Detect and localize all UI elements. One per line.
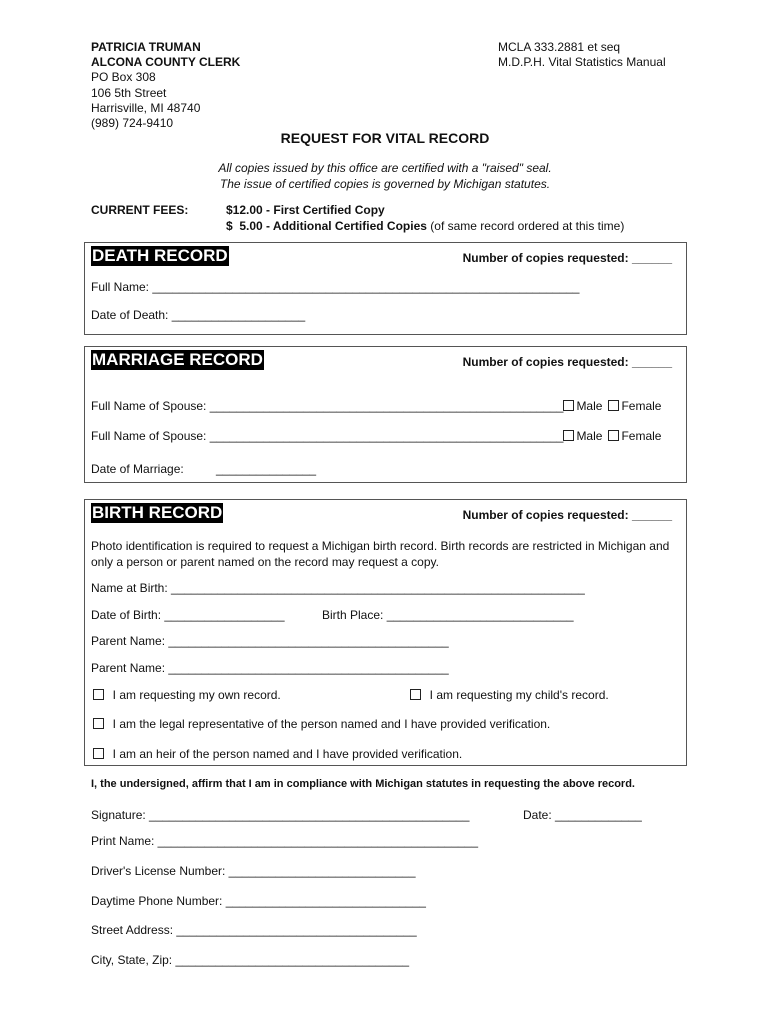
option-label: I am requesting my child's record. bbox=[429, 688, 609, 702]
legal-rep-option[interactable] bbox=[93, 717, 550, 731]
date-of-marriage-field[interactable]: _______________ bbox=[216, 462, 317, 476]
copies-requested-field[interactable]: Number of copies requested: ______ bbox=[462, 355, 672, 369]
date-of-marriage-label: Date of Marriage: bbox=[91, 462, 184, 476]
date-of-death-field[interactable]: Date of Death: ____________________ bbox=[91, 308, 306, 322]
male-checkbox[interactable] bbox=[563, 430, 574, 441]
print-name-field[interactable]: Print Name: ________________________________________________ bbox=[91, 834, 479, 848]
female-label: Female bbox=[621, 429, 662, 443]
child-record-option[interactable] bbox=[410, 688, 609, 702]
spouse-name-field[interactable]: Full Name of Spouse: _____________________________________________________ bbox=[91, 429, 564, 443]
phone: (989) 724-9410 bbox=[91, 116, 174, 131]
section-title: BIRTH RECORD bbox=[92, 503, 223, 522]
birth-place-field[interactable]: Birth Place: ____________________________ bbox=[322, 608, 574, 622]
female-checkbox[interactable] bbox=[608, 400, 619, 411]
option-label: I am the legal representative of the person named and I have provided verification. bbox=[112, 717, 551, 731]
own-record-option[interactable] bbox=[93, 688, 281, 702]
own-record-checkbox[interactable] bbox=[93, 689, 104, 700]
signature-field[interactable]: Signature: ________________________________________________ bbox=[91, 808, 470, 822]
page-title: REQUEST FOR VITAL RECORD bbox=[280, 130, 490, 146]
legal-rep-checkbox[interactable] bbox=[93, 718, 104, 729]
copies-requested-field[interactable]: Number of copies requested: ______ bbox=[462, 508, 672, 522]
spouse-name-field[interactable]: Full Name of Spouse: _____________________________________________________ bbox=[91, 399, 564, 413]
fee-additional-copies: $ 5.00 - Additional Certified Copies (of same record ordered at this time) bbox=[226, 218, 625, 233]
street-address-field[interactable]: Street Address: ____________________________________ bbox=[91, 923, 417, 937]
option-label: I am an heir of the person named and I have provided verification. bbox=[112, 747, 463, 761]
full-name-field[interactable]: Full Name: ________________________________________________________________ bbox=[91, 280, 580, 294]
heir-option[interactable] bbox=[93, 747, 462, 761]
copies-requested-field[interactable]: Number of copies requested: ______ bbox=[462, 251, 672, 265]
city-state-zip-field[interactable]: City, State, Zip: ___________________________________ bbox=[91, 953, 410, 967]
notice-line: The issue of certified copies is governed by Michigan statutes. bbox=[219, 176, 551, 191]
female-checkbox[interactable] bbox=[608, 430, 619, 441]
clerk-name: PATRICIA TRUMAN bbox=[91, 40, 201, 54]
parent-name-field[interactable]: Parent Name: __________________________________________ bbox=[91, 634, 449, 648]
spouse-row bbox=[91, 399, 661, 413]
photo-id-note: Photo identification is required to request a Michigan birth record. Birth records are restricted in Michigan and only a person or parent named on the record may request a copy. bbox=[91, 539, 670, 569]
affirmation-statement: I, the undersigned, affirm that I am in compliance with Michigan statutes in requesting the above record. bbox=[91, 778, 635, 790]
street: 106 5th Street bbox=[91, 85, 167, 100]
clerk-office: ALCONA COUNTY CLERK bbox=[91, 55, 241, 70]
parent-name-field[interactable]: Parent Name: __________________________________________ bbox=[91, 661, 449, 675]
child-record-checkbox[interactable] bbox=[410, 689, 421, 700]
statute-reference bbox=[498, 40, 666, 70]
fee-first-copy: $12.00 - First Certified Copy bbox=[226, 203, 385, 217]
date-of-birth-field[interactable]: Date of Birth: __________________ bbox=[91, 608, 285, 622]
fees-label: CURRENT FEES: bbox=[91, 203, 189, 217]
name-at-birth-field[interactable]: Name at Birth: ______________________________________________________________ bbox=[91, 581, 585, 595]
clerk-address-block bbox=[91, 40, 240, 131]
marriage-record-section bbox=[84, 346, 687, 483]
section-title: MARRIAGE RECORD bbox=[92, 350, 263, 369]
statute-line: MCLA 333.2881 et seq bbox=[498, 40, 621, 54]
death-record-section bbox=[84, 242, 687, 335]
daytime-phone-field[interactable]: Daytime Phone Number: ______________________________ bbox=[91, 894, 426, 908]
option-label: I am requesting my own record. bbox=[112, 688, 281, 702]
drivers-license-field[interactable]: Driver's License Number: ____________________________ bbox=[91, 864, 416, 878]
section-title: DEATH RECORD bbox=[92, 246, 228, 265]
certification-notice bbox=[0, 161, 770, 192]
notice-line: All copies issued by this office are certified with a "raised" seal. bbox=[218, 161, 552, 175]
city-line: Harrisville, MI 48740 bbox=[91, 100, 201, 115]
heir-checkbox[interactable] bbox=[93, 748, 104, 759]
male-label: Male bbox=[576, 429, 603, 443]
manual-line: M.D.P.H. Vital Statistics Manual bbox=[498, 55, 666, 70]
male-checkbox[interactable] bbox=[563, 400, 574, 411]
fees-list bbox=[226, 203, 624, 234]
date-field[interactable]: Date: _____________ bbox=[523, 808, 642, 822]
female-label: Female bbox=[621, 399, 662, 413]
birth-record-section bbox=[84, 499, 687, 766]
po-box: PO Box 308 bbox=[91, 70, 156, 85]
male-label: Male bbox=[576, 399, 603, 413]
spouse-row bbox=[91, 429, 661, 443]
